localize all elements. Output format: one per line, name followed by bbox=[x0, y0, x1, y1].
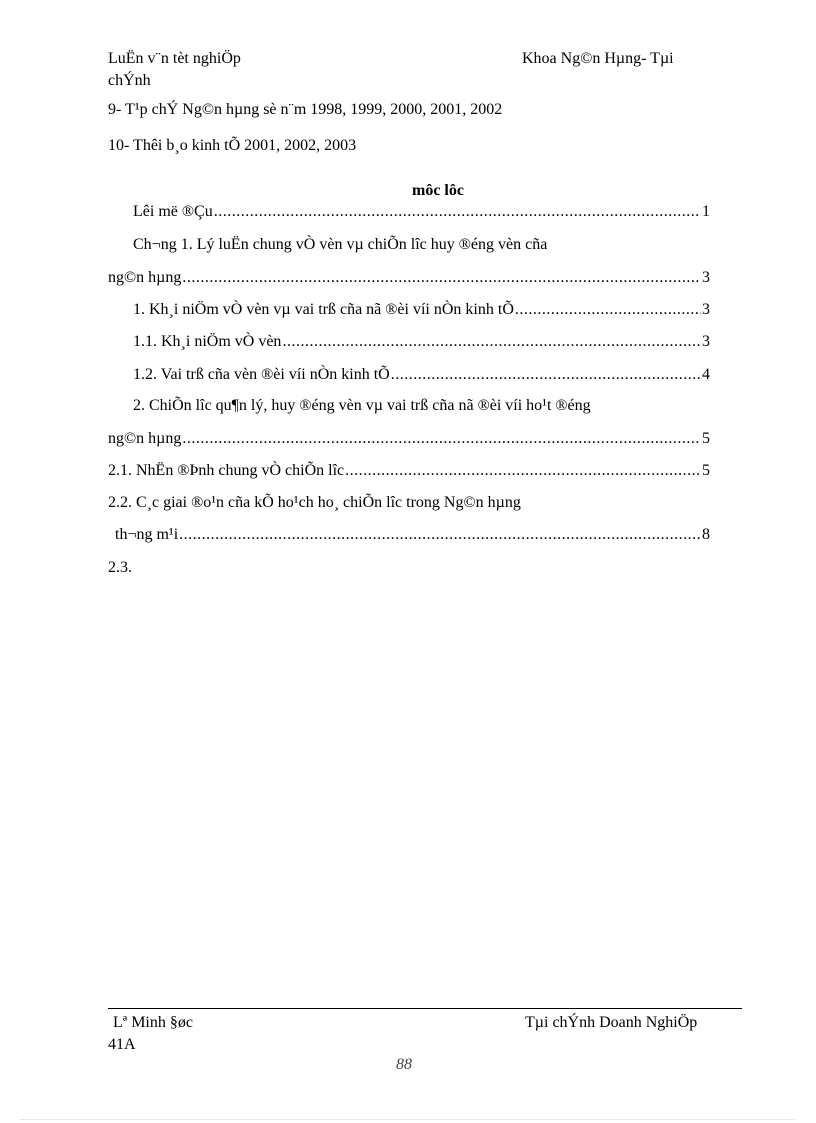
footer-class: 41A bbox=[108, 1036, 136, 1053]
toc-entry-page: 5 bbox=[702, 430, 710, 447]
toc-leader-dots bbox=[515, 301, 701, 319]
footer-rule bbox=[108, 1008, 742, 1009]
footer-right: Tµi chÝnh Doanh NghiÖp bbox=[525, 1014, 698, 1031]
toc-title: môc lôc bbox=[412, 182, 464, 199]
header-left-line1: LuËn v¨n tèt nghiÖp bbox=[108, 50, 241, 67]
toc-entry-page: 3 bbox=[702, 269, 710, 286]
toc-entry-section-2-2: 2.2. C¸c giai ®o¹n cña kÕ ho¹ch ho¸ chiÕn lîc trong Ng©n hµng bbox=[108, 494, 521, 511]
toc-leader-dots bbox=[182, 269, 701, 287]
toc-entry bbox=[133, 301, 710, 319]
toc-entry-text: 1.2. Vai trß cña vèn ®èi víi nÒn kinh tÕ bbox=[133, 366, 390, 383]
toc-entry-page: 4 bbox=[702, 366, 710, 383]
toc-entry-text: 1.1. Kh¸i niÖm vÒ vèn bbox=[133, 333, 282, 350]
toc-entry-page: 3 bbox=[702, 333, 710, 350]
reference-item-9: 9- T¹p chÝ Ng©n hµng sè n¨m 1998, 1999, 2000, 2001, 2002 bbox=[108, 101, 503, 118]
toc-entry-page: 3 bbox=[702, 301, 710, 318]
toc-leader-dots bbox=[214, 203, 701, 221]
toc-leader-dots bbox=[182, 430, 701, 448]
toc-entry bbox=[133, 366, 710, 384]
toc-entry bbox=[108, 462, 710, 480]
toc-leader-dots bbox=[282, 333, 701, 351]
toc-leader-dots bbox=[179, 526, 701, 544]
toc-entry-text: 2.1. NhËn ®Þnh chung vÒ chiÕn lîc bbox=[108, 462, 345, 479]
toc-entry-page: 5 bbox=[702, 462, 710, 479]
toc-entry-text: ng©n hµng bbox=[108, 269, 182, 286]
toc-leader-dots bbox=[345, 462, 701, 480]
page-number: 88 bbox=[396, 1056, 412, 1073]
header-right: Khoa Ng©n Hµng- Tµi bbox=[522, 50, 674, 67]
toc-entry-page: 8 bbox=[702, 526, 710, 543]
page-bottom-border bbox=[20, 1119, 796, 1120]
toc-entry-text: ng©n hµng bbox=[108, 430, 182, 447]
toc-entry bbox=[108, 269, 710, 287]
toc-entry bbox=[133, 203, 710, 221]
toc-entry bbox=[115, 526, 710, 544]
toc-entry-text: 1. Kh¸i niÖm vÒ vèn vµ vai trß cña nã ®èi víi nÒn kinh tÕ bbox=[133, 301, 514, 318]
footer-author: Lª Minh §øc bbox=[113, 1014, 193, 1031]
toc-entry-chapter-1: Ch¬ng 1. Lý luËn chung vÒ vèn vµ chiÕn lîc huy ®éng vèn cña bbox=[133, 236, 548, 253]
header-left-line2: chÝnh bbox=[108, 72, 151, 89]
toc-entry-page: 1 bbox=[702, 203, 710, 220]
toc-entry bbox=[133, 333, 710, 351]
toc-entry-text: Lêi më ®Çu bbox=[133, 203, 213, 220]
toc-entry-section-2-3: 2.3. bbox=[108, 559, 132, 576]
reference-item-10: 10- Thêi b¸o kinh tÕ 2001, 2002, 2003 bbox=[108, 137, 357, 154]
toc-entry-section-2: 2. ChiÕn lîc qu¶n lý, huy ®éng vèn vµ vai trß cña nã ®èi víi ho¹t ®éng bbox=[133, 397, 591, 414]
toc-leader-dots bbox=[391, 366, 701, 384]
toc-entry bbox=[108, 430, 710, 448]
toc-entry-text: th¬ng m¹i bbox=[115, 526, 179, 543]
